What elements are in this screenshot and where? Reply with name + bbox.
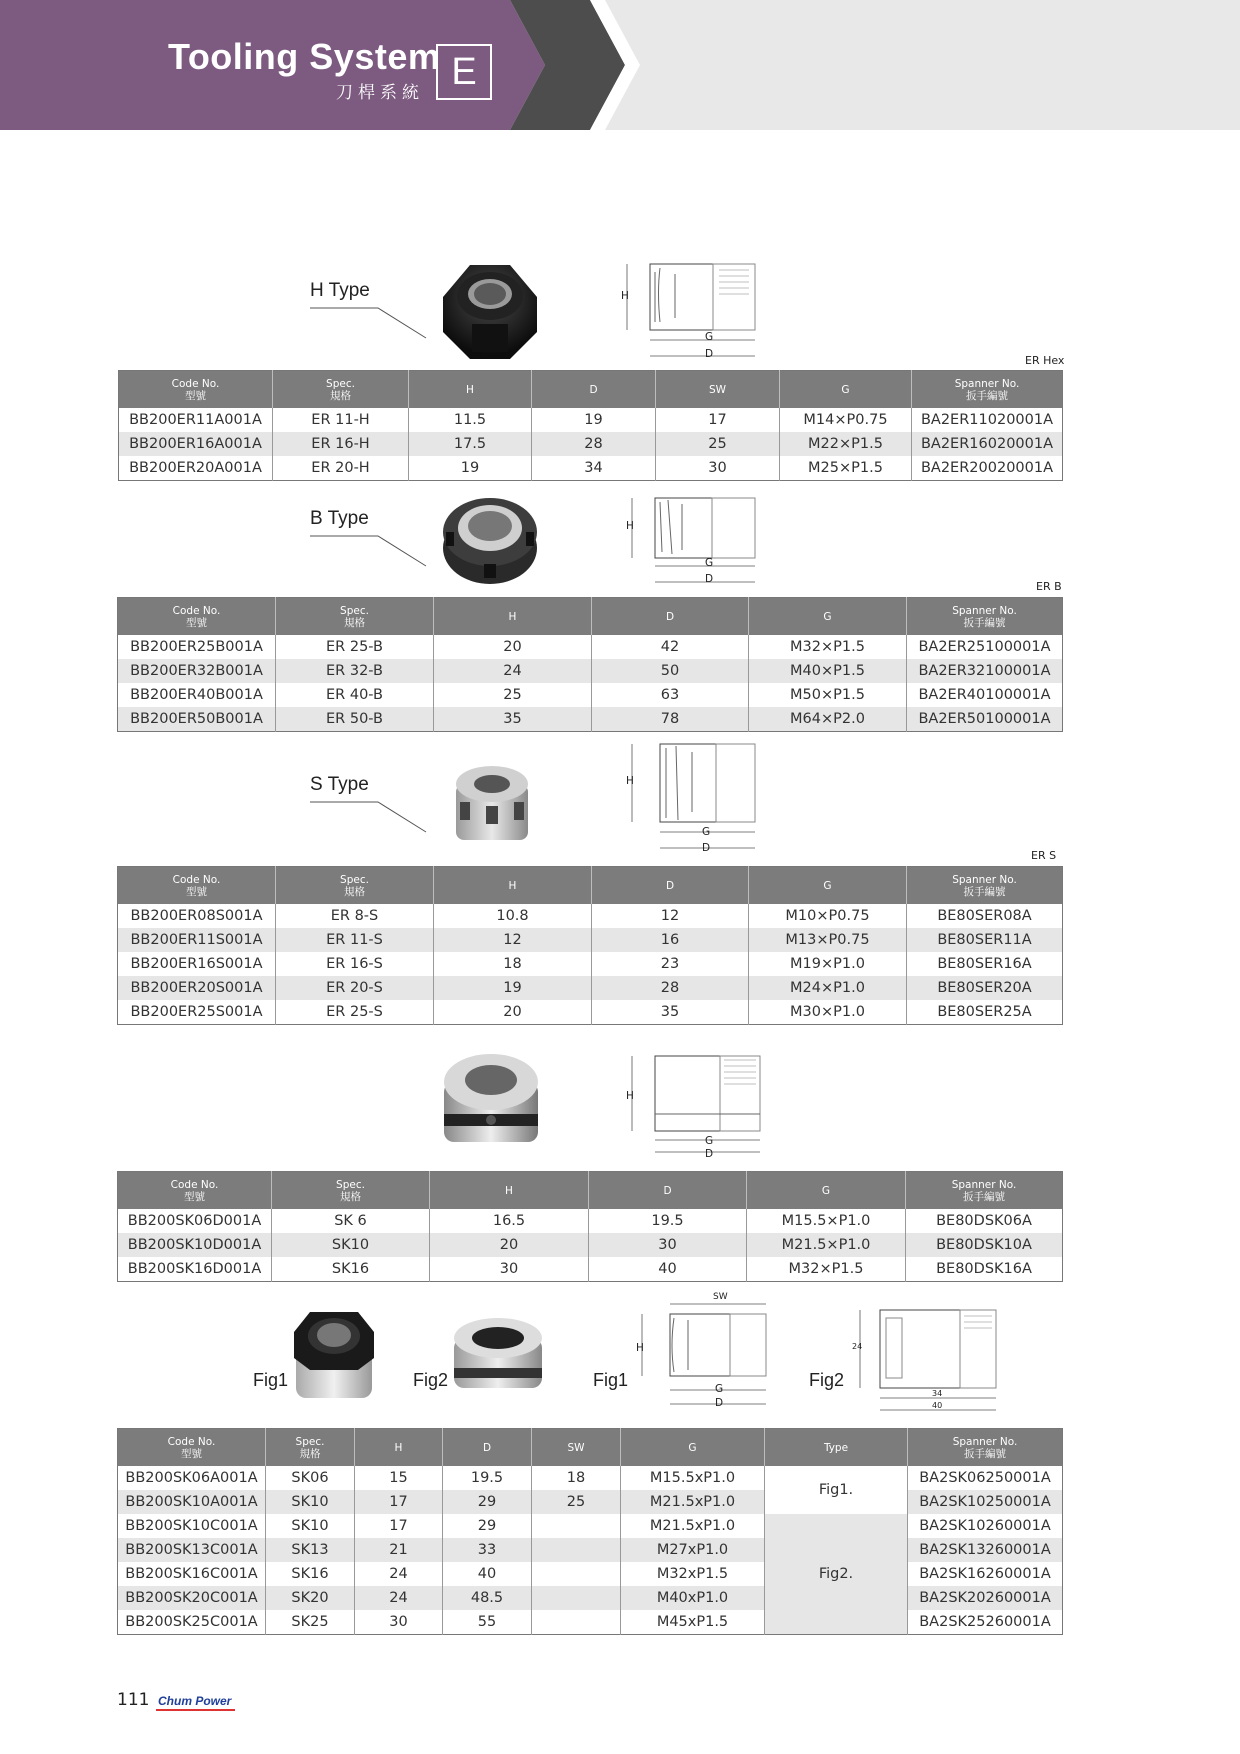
dim-h: H: [626, 1090, 634, 1102]
header-gray-band: [560, 0, 1240, 130]
table-cell: 20: [434, 635, 592, 659]
table-cell: BB200ER16S001A: [130, 956, 263, 972]
table-cell: BA2ER32100001A: [907, 659, 1063, 683]
dim-d: D: [705, 1148, 714, 1160]
table-row: [119, 408, 1063, 432]
table-cell: M27xP1.0: [621, 1538, 765, 1562]
dim-g: G: [702, 826, 711, 838]
b-type-nut-photo: [440, 494, 540, 586]
table-cell: M40xP1.0: [621, 1586, 765, 1610]
table-cell: ER 16-S: [276, 952, 434, 976]
table-row: [118, 904, 1063, 928]
table-cell: 48.5: [443, 1586, 532, 1610]
table-cell: 40: [443, 1562, 532, 1586]
table-cell: BB200ER11A001A: [129, 412, 262, 428]
table-cell: BB200SK10C001A: [125, 1518, 258, 1534]
table-cell: M64×P2.0: [749, 707, 907, 732]
table-cell: BE80SER20A: [907, 976, 1063, 1000]
table-cell: SK13: [266, 1538, 355, 1562]
table-h-type: [118, 370, 1063, 481]
table-cell: M19×P1.0: [749, 952, 907, 976]
table-cell: BB200ER25B001A: [130, 639, 263, 655]
fig1-photo-label: Fig1: [253, 1370, 289, 1390]
dim-sw: SW: [713, 1292, 728, 1302]
col-spanner-no: Spanner No. 扳手編號: [906, 1172, 1063, 1210]
table-row: [118, 1209, 1063, 1233]
table-cell: BB200ER40B001A: [130, 687, 263, 703]
dim-h: H: [626, 520, 634, 532]
table-sk-fig: [117, 1428, 1063, 1635]
table-cell: 28: [592, 976, 749, 1000]
table-cell: M32×P1.5: [749, 635, 907, 659]
table-cell: 16: [592, 928, 749, 952]
page-subtitle: 刀桿系統: [336, 83, 424, 103]
table-cell: 17.5: [409, 432, 532, 456]
table-cell: 30: [430, 1257, 589, 1282]
col-code-no: Code No. 型號: [118, 598, 276, 636]
table-cell: 16.5: [430, 1209, 589, 1233]
col-h: H: [430, 1172, 589, 1210]
col-code-no: Code No. 型號: [118, 1429, 266, 1467]
table-cell: 23: [592, 952, 749, 976]
table-cell: 30: [355, 1610, 443, 1635]
table-cell: M21.5×P1.0: [747, 1233, 906, 1257]
table-row: [118, 1233, 1063, 1257]
table-cell: 19.5: [443, 1466, 532, 1490]
table-cell: BB200SK06D001A: [127, 1213, 262, 1229]
table-cell: 18: [434, 952, 592, 976]
table-row: [118, 976, 1063, 1000]
fig1-drawing-label: Fig1: [593, 1370, 629, 1390]
table-cell: M15.5xP1.0: [621, 1466, 765, 1490]
table-cell: 55: [443, 1610, 532, 1635]
dim-d: D: [705, 573, 714, 585]
table-row: [118, 1538, 1063, 1562]
table-cell: 25: [656, 432, 780, 456]
table-cell: BA2ER50100001A: [907, 707, 1063, 732]
table-cell: BB200ER20S001A: [118, 976, 276, 1000]
table-cell: BA2SK16260001A: [908, 1562, 1063, 1586]
table-cell: BA2ER25100001A: [907, 635, 1063, 659]
table-cell: M14×P0.75: [780, 408, 912, 432]
fig2-nut-photo: [452, 1316, 544, 1396]
table-cell: 24: [355, 1586, 443, 1610]
table-row: [118, 952, 1063, 976]
table-cell: BE80SER08A: [907, 904, 1063, 928]
table-cell: ER 40-B: [276, 683, 434, 707]
table-cell: SK10: [266, 1490, 355, 1514]
table-cell: SK 6: [272, 1209, 430, 1233]
table-cell: ER 11-S: [276, 928, 434, 952]
col-spanner-no: Spanner No. 扳手編號: [907, 867, 1063, 905]
table-cell: BB200SK16C001A: [125, 1566, 258, 1582]
s-type-nut-photo: [452, 762, 532, 846]
table-row: [118, 707, 1063, 732]
table-cell: BA2SK20260001A: [908, 1586, 1063, 1610]
table-cell: M24×P1.0: [749, 976, 907, 1000]
type-fig1-cell: Fig1.: [765, 1466, 908, 1514]
leader-line: [308, 533, 428, 568]
fig2-drawing: [852, 1306, 1000, 1416]
table-cell: 17: [355, 1514, 443, 1538]
type-fig2-cell: Fig2.: [765, 1514, 908, 1635]
table-cell: 24: [355, 1562, 443, 1586]
table-cell: 17: [355, 1490, 443, 1514]
type-label-b: B Type: [310, 508, 369, 529]
h-type-nut-photo: [440, 262, 540, 362]
col-spec: Spec. 規格: [273, 371, 409, 409]
table-cell: BA2SK13260001A: [908, 1538, 1063, 1562]
table-row: [118, 659, 1063, 683]
fig1-nut-photo: [290, 1308, 378, 1404]
table-cell: 35: [592, 1000, 749, 1025]
table-cell: M50×P1.5: [749, 683, 907, 707]
brand-logo: Chum Power: [156, 1694, 235, 1711]
table-cell: M10×P0.75: [749, 904, 907, 928]
table-cell: M21.5xP1.0: [621, 1490, 765, 1514]
dim-d: D: [702, 842, 711, 854]
col-d: D: [443, 1429, 532, 1467]
fig2-drawing-label: Fig2: [809, 1370, 845, 1390]
b-type-drawing: [620, 496, 770, 586]
table-cell: 29: [443, 1490, 532, 1514]
dim-h: H: [636, 1342, 644, 1354]
table-cell: [532, 1514, 621, 1538]
table-cell: ER 25-S: [276, 1000, 434, 1025]
table-cell: M30×P1.0: [749, 1000, 907, 1025]
table-row: [118, 928, 1063, 952]
table-cell: BA2SK25260001A: [908, 1610, 1063, 1635]
table-cell: BE80DSK06A: [906, 1209, 1063, 1233]
page-number: 111: [117, 1690, 150, 1710]
table-cell: M45xP1.5: [621, 1610, 765, 1635]
table-cell: 11.5: [409, 408, 532, 432]
table-cell: M25×P1.5: [780, 456, 912, 481]
table-row: [118, 1586, 1063, 1610]
col-g: G: [747, 1172, 906, 1210]
table-row: [118, 1610, 1063, 1635]
table-row: [118, 683, 1063, 707]
table-cell: SK16: [266, 1562, 355, 1586]
dim-g: G: [705, 331, 714, 343]
table-cell: BB200ER50B001A: [118, 707, 276, 732]
h-type-drawing: [615, 262, 765, 362]
table-sk-d: [117, 1171, 1063, 1282]
table-cell: 12: [434, 928, 592, 952]
dim-d: D: [715, 1397, 724, 1409]
col-h: H: [434, 598, 592, 636]
table-cell: ER 20-S: [276, 976, 434, 1000]
table-cell: SK10: [272, 1233, 430, 1257]
table-cell: [532, 1562, 621, 1586]
table-cell: BB200ER11S001A: [118, 928, 276, 952]
type-label-h: H Type: [310, 280, 370, 301]
table-row: [118, 1514, 1063, 1538]
col-code-no: Code No. 型號: [119, 371, 273, 409]
table-row: [119, 432, 1063, 456]
table-cell: M13×P0.75: [749, 928, 907, 952]
table-row: [118, 635, 1063, 659]
fig1-drawing: [630, 1296, 780, 1412]
table-cell: BE80DSK10A: [906, 1233, 1063, 1257]
table-cell: 20: [434, 1000, 592, 1025]
table-row: [119, 456, 1063, 481]
table-cell: M32×P1.5: [747, 1257, 906, 1282]
fig2-photo-label: Fig2: [413, 1370, 449, 1390]
table-cell: 29: [443, 1514, 532, 1538]
table-row: [118, 1466, 1063, 1490]
table-cell: BB200SK20C001A: [118, 1586, 266, 1610]
table-cell: BA2ER40100001A: [907, 683, 1063, 707]
col-sw: SW: [656, 371, 780, 409]
table-cell: 42: [592, 635, 749, 659]
col-g: G: [780, 371, 912, 409]
col-g: G: [749, 598, 907, 636]
col-spec: Spec. 規格: [276, 598, 434, 636]
table-cell: BA2SK10260001A: [908, 1514, 1063, 1538]
table-cell: 19: [434, 976, 592, 1000]
col-spec: Spec. 規格: [266, 1429, 355, 1467]
table-cell: 40: [589, 1257, 747, 1282]
table-cell: 25: [532, 1490, 621, 1514]
col-spanner-no: Spanner No. 扳手編號: [912, 371, 1063, 409]
table-cell: SK20: [266, 1586, 355, 1610]
col-sw: SW: [532, 1429, 621, 1467]
table-cell: 19.5: [589, 1209, 747, 1233]
table-cell: 24: [434, 659, 592, 683]
table-cell: BB200ER32B001A: [118, 659, 276, 683]
table-cell: [532, 1586, 621, 1610]
col-spanner-no: Spanner No. 扳手編號: [908, 1429, 1063, 1467]
table-cell: 63: [592, 683, 749, 707]
col-d: D: [592, 867, 749, 905]
col-d: D: [589, 1172, 747, 1210]
col-d: D: [592, 598, 749, 636]
table-cell: BB200SK16D001A: [127, 1261, 262, 1277]
table-cell: BE80SER11A: [907, 928, 1063, 952]
dim-g: G: [705, 557, 714, 569]
col-type: Type: [765, 1429, 908, 1467]
drawing-label-er-b: ER B: [1036, 580, 1062, 593]
table-cell: BE80SER16A: [907, 952, 1063, 976]
type-label-s: S Type: [310, 774, 369, 795]
table-s-type: [117, 866, 1063, 1025]
table-row: [118, 1562, 1063, 1586]
table-cell: 20: [430, 1233, 589, 1257]
table-cell: M40×P1.5: [749, 659, 907, 683]
dim-fig2-h: 24: [852, 1342, 863, 1351]
leader-line: [308, 799, 428, 834]
col-code-no: Code No. 型號: [118, 1172, 272, 1210]
dim-h: H: [621, 290, 629, 302]
sk-d-nut-photo: [440, 1052, 542, 1154]
table-cell: 17: [656, 408, 780, 432]
table-cell: 10.8: [434, 904, 592, 928]
dim-h: H: [626, 775, 634, 787]
table-cell: 28: [532, 432, 656, 456]
table-cell: SK06: [266, 1466, 355, 1490]
table-cell: BB200ER16A001A: [119, 432, 273, 456]
table-row: [118, 1257, 1063, 1282]
table-cell: BB200SK25C001A: [125, 1614, 258, 1630]
drawing-label-er-s: ER S: [1031, 849, 1057, 862]
table-row: [118, 1000, 1063, 1025]
s-type-drawing: [620, 742, 760, 854]
col-g: G: [621, 1429, 765, 1467]
table-cell: M15.5×P1.0: [747, 1209, 906, 1233]
table-cell: ER 11-H: [273, 408, 409, 432]
col-code-no: Code No. 型號: [118, 867, 276, 905]
table-cell: BA2SK10250001A: [908, 1490, 1063, 1514]
table-cell: [532, 1610, 621, 1635]
table-cell: 19: [409, 456, 532, 481]
table-cell: ER 16-H: [273, 432, 409, 456]
table-cell: SK16: [272, 1257, 430, 1282]
table-cell: BB200ER20A001A: [129, 460, 262, 476]
table-cell: 15: [355, 1466, 443, 1490]
drawing-label-er-hex: ER Hex: [1025, 354, 1065, 367]
table-cell: 33: [443, 1538, 532, 1562]
table-cell: SK25: [266, 1610, 355, 1635]
col-h: H: [355, 1429, 443, 1467]
col-h: H: [409, 371, 532, 409]
table-cell: BB200SK06A001A: [125, 1470, 258, 1486]
table-cell: ER 20-H: [273, 456, 409, 481]
table-cell: BB200SK13C001A: [118, 1538, 266, 1562]
table-cell: ER 32-B: [276, 659, 434, 683]
col-h: H: [434, 867, 592, 905]
dim-fig2-g: 34: [932, 1389, 943, 1398]
table-cell: BA2ER16020001A: [912, 432, 1063, 456]
dim-g: G: [705, 1135, 714, 1147]
table-cell: ER 50-B: [276, 707, 434, 732]
table-cell: 78: [592, 707, 749, 732]
table-cell: BA2SK06250001A: [908, 1466, 1063, 1490]
table-cell: [532, 1538, 621, 1562]
table-cell: 34: [532, 456, 656, 481]
col-spanner-no: Spanner No. 扳手編號: [907, 598, 1063, 636]
col-spec: Spec. 規格: [276, 867, 434, 905]
table-cell: BB200SK10A001A: [118, 1490, 266, 1514]
table-cell: 30: [589, 1233, 747, 1257]
table-cell: 30: [656, 456, 780, 481]
col-spec: Spec. 規格: [272, 1172, 430, 1210]
table-row: [118, 1490, 1063, 1514]
table-cell: 50: [592, 659, 749, 683]
table-cell: 21: [355, 1538, 443, 1562]
table-cell: 12: [592, 904, 749, 928]
table-cell: BB200SK10D001A: [118, 1233, 272, 1257]
table-cell: M32xP1.5: [621, 1562, 765, 1586]
table-cell: M21.5xP1.0: [621, 1514, 765, 1538]
table-cell: ER 25-B: [276, 635, 434, 659]
col-g: G: [749, 867, 907, 905]
table-cell: 18: [532, 1466, 621, 1490]
section-letter-badge: E: [436, 44, 492, 100]
dim-g: G: [715, 1383, 724, 1395]
dim-fig2-d: 40: [932, 1401, 943, 1410]
table-cell: 25: [434, 683, 592, 707]
col-d: D: [532, 371, 656, 409]
dim-d: D: [705, 348, 714, 360]
sk-d-drawing: [620, 1054, 770, 1156]
leader-line: [308, 305, 428, 340]
table-cell: M22×P1.5: [780, 432, 912, 456]
table-b-type: [117, 597, 1063, 732]
table-cell: SK10: [266, 1514, 355, 1538]
table-cell: BA2ER11020001A: [912, 408, 1063, 432]
table-cell: BE80SER25A: [907, 1000, 1063, 1025]
table-cell: BA2ER20020001A: [912, 456, 1063, 481]
table-cell: BB200ER25S001A: [130, 1004, 263, 1020]
page-title: Tooling System: [168, 36, 441, 77]
table-cell: BE80DSK16A: [906, 1257, 1063, 1282]
table-cell: BB200ER08S001A: [130, 908, 263, 924]
table-cell: 19: [532, 408, 656, 432]
table-cell: 35: [434, 707, 592, 732]
table-cell: ER 8-S: [276, 904, 434, 928]
